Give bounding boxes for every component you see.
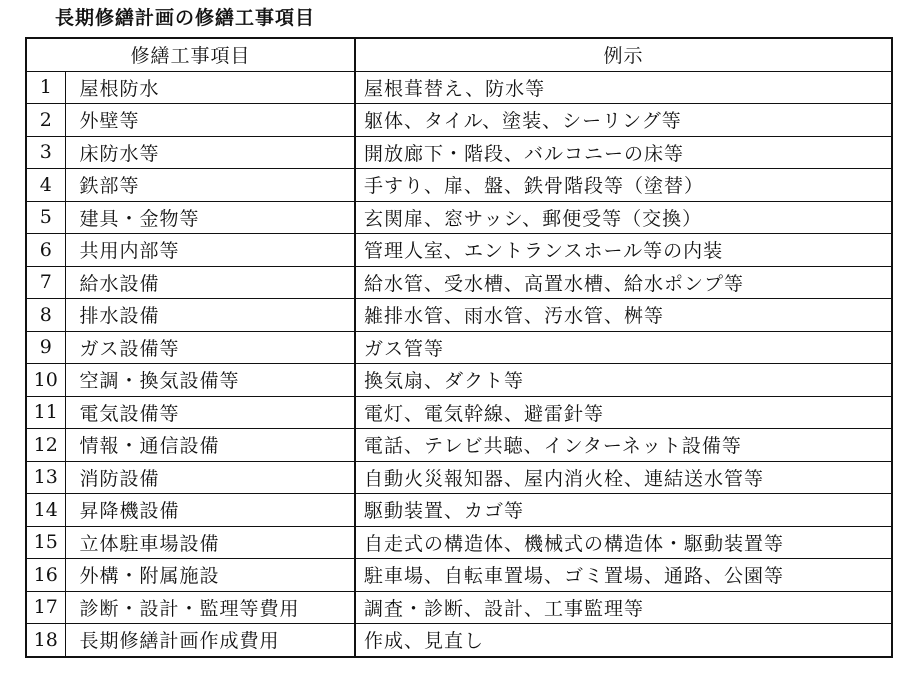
repair-item-cell: 外構・附属施設	[65, 559, 355, 592]
row-number: 8	[26, 299, 65, 332]
row-number: 16	[26, 559, 65, 592]
example-cell: 管理人室、エントランスホール等の内装	[355, 234, 892, 267]
repair-works-table	[25, 37, 893, 658]
repair-item-cell: 建具・金物等	[65, 201, 355, 234]
row-number: 13	[26, 461, 65, 494]
example-cell: 電話、テレビ共聴、インターネット設備等	[355, 429, 892, 462]
table-row	[26, 169, 892, 202]
table-row	[26, 234, 892, 267]
example-cell: 自動火災報知器、屋内消火栓、連結送水管等	[355, 461, 892, 494]
row-number: 3	[26, 136, 65, 169]
repair-item-cell: ガス設備等	[65, 331, 355, 364]
example-cell: 玄関扉、窓サッシ、郵便受等（交換）	[355, 201, 892, 234]
row-number: 15	[26, 526, 65, 559]
example-cell: ガス管等	[355, 331, 892, 364]
example-cell: 屋根葺替え、防水等	[355, 71, 892, 104]
header-example: 例示	[355, 38, 892, 71]
repair-item-cell: 外壁等	[65, 104, 355, 137]
example-cell: 給水管、受水槽、高置水槽、給水ポンプ等	[355, 266, 892, 299]
repair-item-cell: 昇降機設備	[65, 494, 355, 527]
example-cell: 作成、見直し	[355, 624, 892, 657]
repair-item-cell: 空調・換気設備等	[65, 364, 355, 397]
table-row	[26, 559, 892, 592]
repair-item-cell: 立体駐車場設備	[65, 526, 355, 559]
table-row	[26, 396, 892, 429]
header-repair-item: 修繕工事項目	[26, 38, 355, 71]
repair-item-cell: 診断・設計・監理等費用	[65, 591, 355, 624]
row-number: 6	[26, 234, 65, 267]
example-cell: 調査・診断、設計、工事監理等	[355, 591, 892, 624]
example-cell: 電灯、電気幹線、避雷針等	[355, 396, 892, 429]
table-row	[26, 266, 892, 299]
repair-item-cell: 給水設備	[65, 266, 355, 299]
row-number: 9	[26, 331, 65, 364]
example-cell: 躯体、タイル、塗装、シーリング等	[355, 104, 892, 137]
repair-item-cell: 床防水等	[65, 136, 355, 169]
repair-item-cell: 長期修繕計画作成費用	[65, 624, 355, 657]
table-header-row	[26, 38, 892, 71]
row-number: 2	[26, 104, 65, 137]
example-cell: 駐車場、自転車置場、ゴミ置場、通路、公園等	[355, 559, 892, 592]
example-cell: 開放廊下・階段、バルコニーの床等	[355, 136, 892, 169]
table-row	[26, 526, 892, 559]
example-cell: 自走式の構造体、機械式の構造体・駆動装置等	[355, 526, 892, 559]
row-number: 14	[26, 494, 65, 527]
row-number: 11	[26, 396, 65, 429]
table-row	[26, 104, 892, 137]
row-number: 4	[26, 169, 65, 202]
table-row	[26, 201, 892, 234]
table-row	[26, 364, 892, 397]
repair-item-cell: 情報・通信設備	[65, 429, 355, 462]
example-cell: 駆動装置、カゴ等	[355, 494, 892, 527]
row-number: 12	[26, 429, 65, 462]
row-number: 18	[26, 624, 65, 657]
table-row	[26, 331, 892, 364]
table-row	[26, 71, 892, 104]
table-body	[26, 71, 892, 657]
example-cell: 換気扇、ダクト等	[355, 364, 892, 397]
repair-item-cell: 電気設備等	[65, 396, 355, 429]
repair-item-cell: 共用内部等	[65, 234, 355, 267]
table-row	[26, 299, 892, 332]
repair-item-cell: 鉄部等	[65, 169, 355, 202]
row-number: 10	[26, 364, 65, 397]
table-row	[26, 624, 892, 657]
document-title: 長期修繕計画の修繕工事項目	[55, 7, 316, 29]
row-number: 7	[26, 266, 65, 299]
row-number: 5	[26, 201, 65, 234]
row-number: 17	[26, 591, 65, 624]
repair-item-cell: 排水設備	[65, 299, 355, 332]
table-row	[26, 429, 892, 462]
example-cell: 雑排水管、雨水管、汚水管、桝等	[355, 299, 892, 332]
example-cell: 手すり、扉、盤、鉄骨階段等（塗替）	[355, 169, 892, 202]
repair-item-cell: 消防設備	[65, 461, 355, 494]
row-number: 1	[26, 71, 65, 104]
table-row	[26, 461, 892, 494]
table-row	[26, 494, 892, 527]
repair-item-cell: 屋根防水	[65, 71, 355, 104]
table-row	[26, 136, 892, 169]
table-row	[26, 591, 892, 624]
